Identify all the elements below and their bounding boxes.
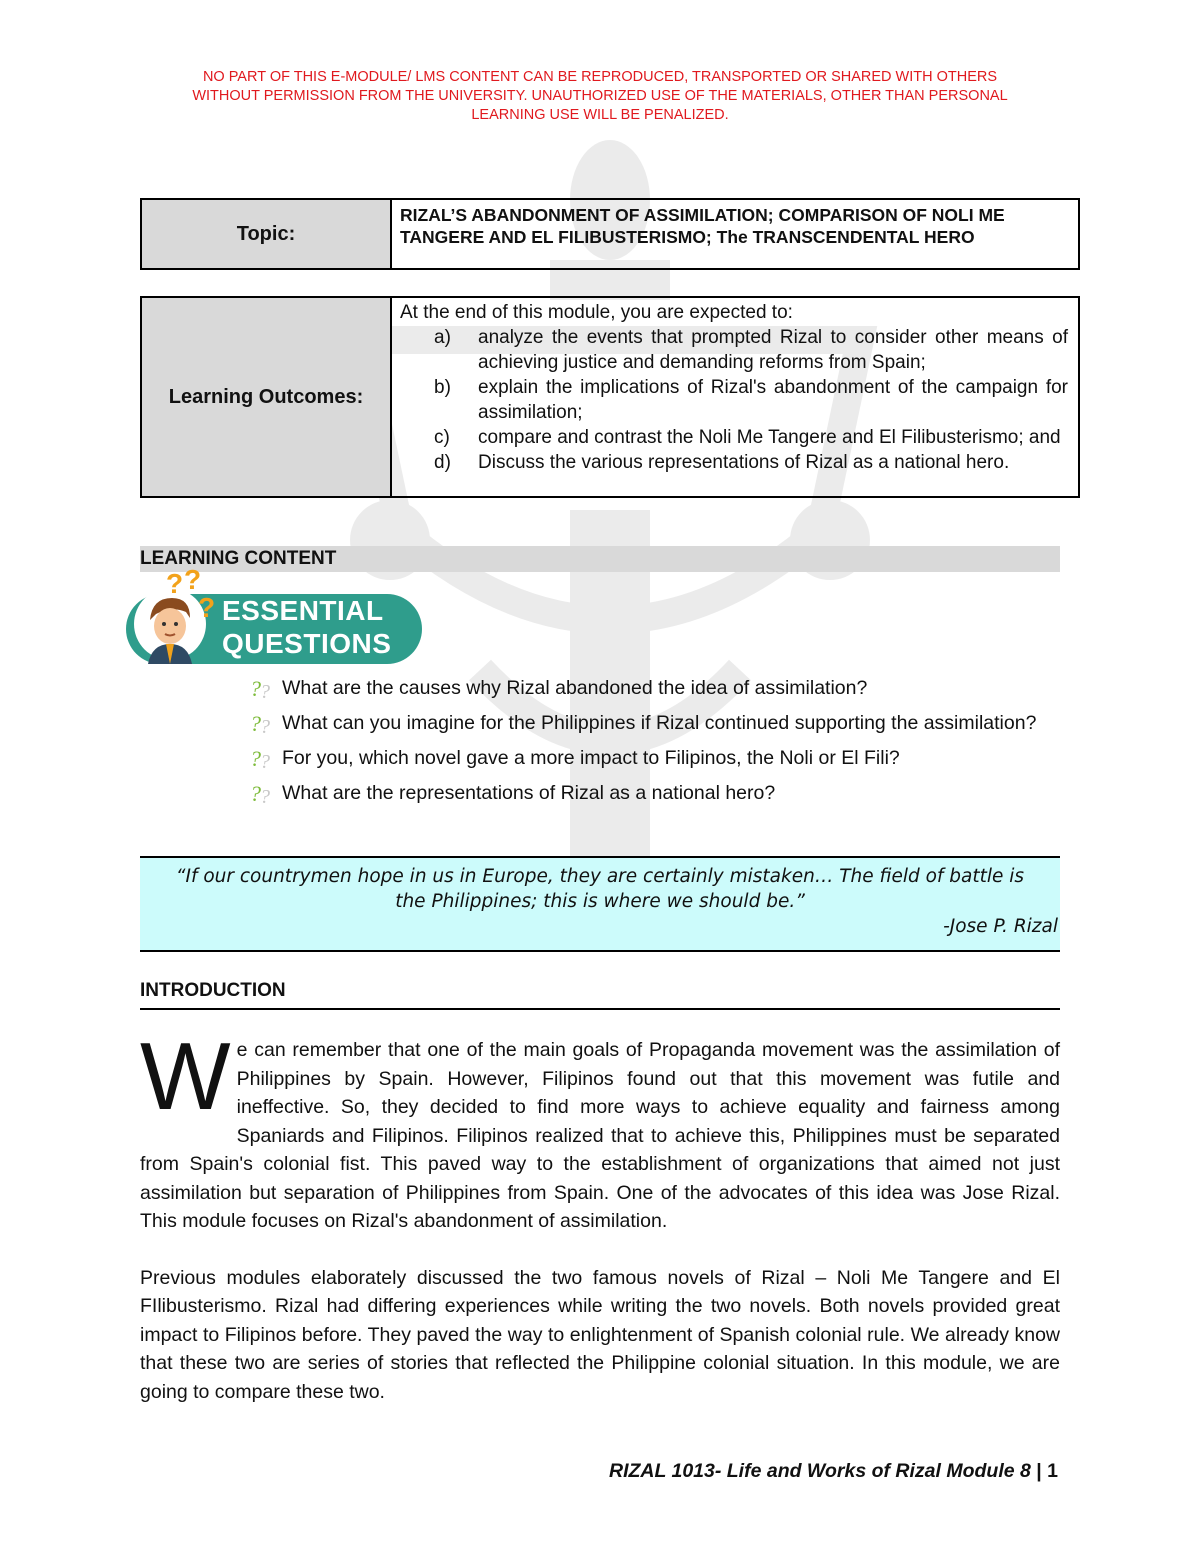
question-marks-icon: [248, 746, 282, 770]
list-item: b) explain the implications of Rizal's abandonment of the campaign for assimilation;: [434, 377, 1068, 423]
svg-text:?: ?: [250, 746, 261, 770]
svg-text:?: ?: [250, 711, 261, 735]
list-item: d) Discuss the various representations of Rizal as a national hero.: [434, 452, 1010, 473]
footer-title: RIZAL 1013- Life and Works of Rizal Module 8: [609, 1460, 1031, 1482]
question-marks-icon: [248, 711, 282, 735]
svg-text:?: ?: [260, 716, 270, 735]
introduction-body: [140, 1023, 1060, 1426]
learning-outcomes-content: [391, 297, 1079, 497]
svg-text:?: ?: [250, 676, 261, 700]
svg-text:?: ?: [260, 751, 270, 770]
learning-outcomes-table: [140, 296, 1080, 498]
introduction-heading: INTRODUCTION: [140, 980, 1060, 1010]
list-item: ? ? What are the causes why Rizal abandoned the idea of assimilation?: [248, 676, 1060, 701]
svg-text:?: ?: [260, 786, 270, 805]
quote-text: “If our countrymen hope in us in Europe, they are certainly mistaken… The field of battle is the Philippines; this is where we should be.”: [175, 866, 1025, 912]
question-mark-icon: ?: [184, 564, 202, 595]
rizal-quote-box: [140, 856, 1060, 952]
learning-outcomes-label: Learning Outcomes:: [141, 297, 391, 497]
list-item: ? ? What can you imagine for the Philippines if Rizal continued supporting the assimilation?: [248, 711, 1060, 736]
notice-line-2: WITHOUT PERMISSION FROM THE UNIVERSITY. UNAUTHORIZED USE OF THE MATERIALS, OTHER THAN PERSONAL: [192, 88, 1008, 104]
drop-cap: W: [140, 1023, 231, 1130]
list-item: ? ? What are the representations of Rizal as a national hero?: [248, 781, 1060, 806]
question-marks-icon: [248, 781, 282, 805]
question-mark-icon: ?: [166, 568, 184, 599]
essential-questions-banner: [122, 564, 428, 668]
list-item: a) analyze the events that prompted Rizal to consider other means of achieving justice and demanding reforms from Spain;: [434, 327, 1068, 373]
svg-text:?: ?: [250, 781, 261, 805]
question-marks-icon: [248, 676, 282, 700]
question-mark-icon: ?: [198, 592, 216, 623]
learning-outcomes-list: [400, 325, 1068, 475]
notice-line-1: NO PART OF THIS E-MODULE/ LMS CONTENT CAN BE REPRODUCED, TRANSPORTED OR SHARED WITH OTHERS: [202, 69, 998, 85]
essential-questions-list: [248, 676, 1060, 816]
copyright-notice: [140, 68, 1060, 125]
list-item: ? ? For you, which novel gave a more impact to Filipinos, the Noli or El Fili?: [248, 746, 1060, 771]
banner-title: ESSENTIAL QUESTIONS: [222, 595, 392, 659]
quote-author: -Jose P. Rizal: [943, 916, 1058, 937]
list-item: c) compare and contrast the Noli Me Tangere and El Filibusterismo; and: [434, 427, 1061, 448]
notice-line-3: LEARNING USE WILL BE PENALIZED.: [471, 107, 729, 123]
page-number: | 1: [1036, 1460, 1058, 1482]
learning-content-heading: LEARNING CONTENT: [140, 546, 1060, 572]
topic-table: [140, 198, 1080, 270]
learning-outcomes-intro: At the end of this module, you are expected to:: [400, 302, 793, 323]
topic-label: Topic:: [141, 199, 391, 269]
svg-text:?: ?: [260, 681, 270, 700]
page-footer: [609, 1460, 1058, 1483]
topic-text: RIZAL’S ABANDONMENT OF ASSIMILATION; COMPARISON OF NOLI ME TANGERE AND EL FILIBUSTERISMO; The TRANSCENDENTAL HERO: [391, 199, 1079, 269]
introduction-paragraph-2: Previous modules elaborately discussed the two famous novels of Rizal – Noli Me Tangere and El FIlibusterismo. Rizal had differing experiences while writing the two novels. Both novels provided great impact to Filipinos before. They paved the way to enlightenment of Spanish colonial rule. We already know that these two are series of stories that reflected the Philippine colonial situation. In this module, we are going to compare these two.: [140, 1266, 1060, 1403]
introduction-paragraph-1: We can remember that one of the main goals of Propaganda movement was the assimilation of Philippines by Spain. However, Filipinos found out that this movement was futile and ineffective. So, they decided to find more ways to achieve equality and fairness among Spaniards and Filipinos. Filipinos realized that to achieve this, Philippines must be separated from Spain's colonial fist. This paved way to the establishment of organizations that aimed not just assimilation but separation of Philippines from Spain. One of the advocates of this idea was Jose Rizal. This module focuses on Rizal's abandonment of assimilation.: [140, 1023, 1060, 1232]
